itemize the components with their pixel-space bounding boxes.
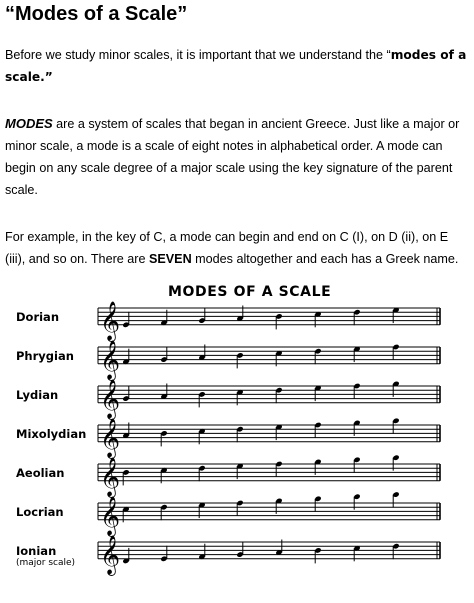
quarter-note-icon (236, 426, 243, 442)
mode-note: (major scale) (16, 558, 76, 568)
page-title: “Modes of a Scale” (5, 3, 188, 25)
quarter-note-icon (198, 308, 205, 324)
quarter-note-icon (314, 422, 321, 438)
example-bold: SEVEN (148, 252, 192, 266)
mode-label-mixolydian: Mixolydian (16, 427, 87, 441)
treble-clef-icon: 𝄞 (100, 378, 121, 419)
quarter-note-icon (314, 348, 321, 364)
mode-label-dorian: Dorian (16, 310, 60, 324)
quarter-note-icon (122, 386, 129, 402)
treble-clef-icon: 𝄞 (100, 456, 121, 497)
treble-clef-icon: 𝄞 (100, 495, 121, 536)
treble-clef-icon: 𝄞 (100, 300, 121, 341)
quarter-note-icon (353, 309, 360, 325)
quarter-note-icon (160, 430, 167, 446)
intro-text: Before we study minor scales, it is important that we understand the “ (5, 48, 391, 62)
mode-label-locrian: Locrian (16, 505, 64, 519)
quarter-note-icon (353, 383, 360, 399)
quarter-note-icon (236, 500, 243, 516)
quarter-note-icon (122, 312, 129, 328)
treble-clef-icon: 𝄞 (100, 339, 121, 380)
quarter-note-icon (353, 457, 360, 473)
quarter-note-icon (392, 543, 399, 559)
quarter-note-icon (236, 542, 243, 558)
quarter-note-icon (275, 461, 282, 477)
mode-label-phrygian: Phrygian (16, 349, 74, 363)
quarter-note-icon (314, 496, 321, 512)
mode-label-aeolian: Aeolian (16, 466, 65, 480)
quarter-note-icon (275, 313, 282, 329)
treble-clef-icon: 𝄞 (100, 534, 121, 575)
example-text-1: For example, in the key of C, a mode can begin and end on C (I), on D (ii), on E (iii), and so on. There are (5, 230, 449, 266)
modes-text: are a system of scales that began in ancient Greece. Just like a major or minor scale, a mode is a scale of eight notes in alphabetical order. A mode can begin on any scale degree of a major scale using the key signature of the parent scale. (5, 117, 460, 197)
quarter-note-icon (314, 547, 321, 563)
quarter-note-icon (160, 347, 167, 363)
mode-label-lydian: Lydian (16, 388, 59, 402)
quarter-note-icon (236, 352, 243, 368)
chart-title: MODES OF A SCALE (168, 284, 332, 300)
mode-label-ionian: Ionian (16, 544, 57, 558)
quarter-note-icon (275, 387, 282, 403)
example-text-2: modes altogether and each has a Greek name. (191, 252, 459, 266)
quarter-note-icon (392, 344, 399, 360)
quarter-note-icon (122, 469, 129, 485)
intro-bold: modes of a scale.” (5, 48, 467, 84)
quarter-note-icon (160, 546, 167, 562)
modes-lead: MODES (5, 116, 53, 131)
quarter-note-icon (198, 465, 205, 481)
quarter-note-icon (392, 418, 399, 434)
quarter-note-icon (160, 504, 167, 520)
quarter-note-icon (198, 391, 205, 407)
quarter-note-icon (392, 491, 399, 507)
treble-clef-icon: 𝄞 (100, 417, 121, 458)
